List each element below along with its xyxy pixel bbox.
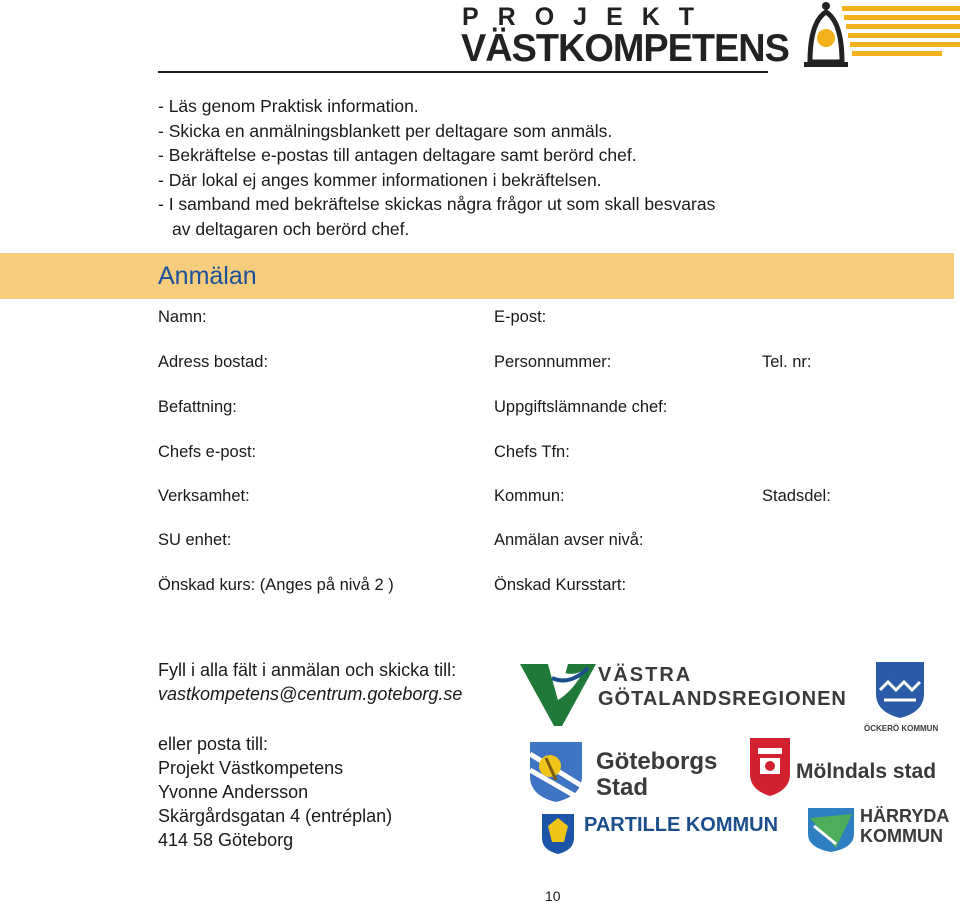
- vgr-name-line2: GÖTALANDSREGIONEN: [598, 688, 847, 710]
- partille-name: PARTILLE KOMMUN: [584, 814, 779, 836]
- ockero-shield-icon: [874, 660, 926, 720]
- field-personnummer[interactable]: Personnummer:: [494, 353, 612, 371]
- molndal-name: Mölndals stad: [796, 760, 937, 783]
- goteborg-name-line1: Göteborgs: [596, 748, 718, 775]
- partille-shield-icon: [540, 812, 576, 856]
- field-chefs-tfn[interactable]: Chefs Tfn:: [494, 443, 570, 461]
- field-onskad-kursstart[interactable]: Önskad Kursstart:: [494, 576, 627, 594]
- sun-logo-icon: [780, 0, 960, 72]
- goteborg-shield-icon: [528, 740, 584, 804]
- post-intro: eller posta till:: [158, 734, 269, 754]
- field-stadsdel[interactable]: Stadsdel:: [762, 487, 831, 505]
- molndal-shield-icon: [748, 736, 792, 798]
- field-chefs-epost[interactable]: Chefs e-post:: [158, 443, 257, 461]
- field-befattning[interactable]: Befattning:: [158, 398, 237, 416]
- instruction-item: av deltagaren och berörd chef.: [172, 218, 410, 239]
- section-title: Anmälan: [158, 262, 257, 290]
- harryda-name-line1: HÄRRYDA: [860, 806, 950, 826]
- harryda-name-line2: KOMMUN: [860, 826, 943, 846]
- harryda-shield-icon: [806, 806, 856, 854]
- instruction-item: - Läs genom Praktisk information.: [158, 96, 419, 116]
- vgr-emblem-icon: [518, 660, 598, 728]
- field-uppgiftslamnande-chef[interactable]: Uppgiftslämnande chef:: [494, 398, 668, 416]
- contact-email-link[interactable]: vastkompetens@centrum.goteborg.se: [158, 684, 463, 704]
- instruction-item: - Där lokal ej anges kommer informationen i bekräftelsen.: [158, 169, 602, 190]
- instruction-item: - Bekräftelse e-postas till antagen deltagare samt berörd chef.: [158, 145, 637, 165]
- page-number: 10: [545, 888, 561, 904]
- vgr-name-line1: VÄSTRA: [598, 664, 693, 686]
- field-verksamhet[interactable]: Verksamhet:: [158, 487, 250, 505]
- field-epost[interactable]: E-post:: [494, 308, 547, 326]
- logo-vastkompetens-text: VÄSTKOMPETENS: [461, 27, 789, 70]
- instruction-item: - Skicka en anmälningsblankett per deltagare som anmäls.: [158, 120, 613, 141]
- post-org: Projekt Västkompetens: [158, 758, 344, 778]
- goteborg-name-line2: Stad: [596, 774, 649, 801]
- field-su-enhet[interactable]: SU enhet:: [158, 531, 232, 549]
- instruction-item: - I samband med bekräftelse skickas några frågor ut som skall besvaras: [158, 194, 716, 214]
- field-adress[interactable]: Adress bostad:: [158, 353, 269, 371]
- logo-projekt-text: PROJEKT: [462, 3, 714, 31]
- header-divider: [158, 71, 768, 73]
- field-tel[interactable]: Tel. nr:: [762, 353, 812, 371]
- post-name: Yvonne Andersson: [158, 782, 309, 802]
- field-anmalan-niva[interactable]: Anmälan avser nivå:: [494, 531, 644, 549]
- field-onskad-kurs[interactable]: Önskad kurs: (Anges på nivå 2 ): [158, 576, 394, 594]
- field-namn[interactable]: Namn:: [158, 308, 207, 326]
- ockero-name: ÖCKERÖ KOMMUN: [864, 724, 939, 733]
- post-street: Skärgårdsgatan 4 (entréplan): [158, 806, 393, 826]
- contact-instruction: Fyll i alla fält i anmälan och skicka till:: [158, 660, 457, 680]
- field-kommun[interactable]: Kommun:: [494, 487, 565, 505]
- instruction-list: [158, 94, 858, 241]
- section-band: [0, 253, 954, 299]
- post-city: 414 58 Göteborg: [158, 830, 294, 850]
